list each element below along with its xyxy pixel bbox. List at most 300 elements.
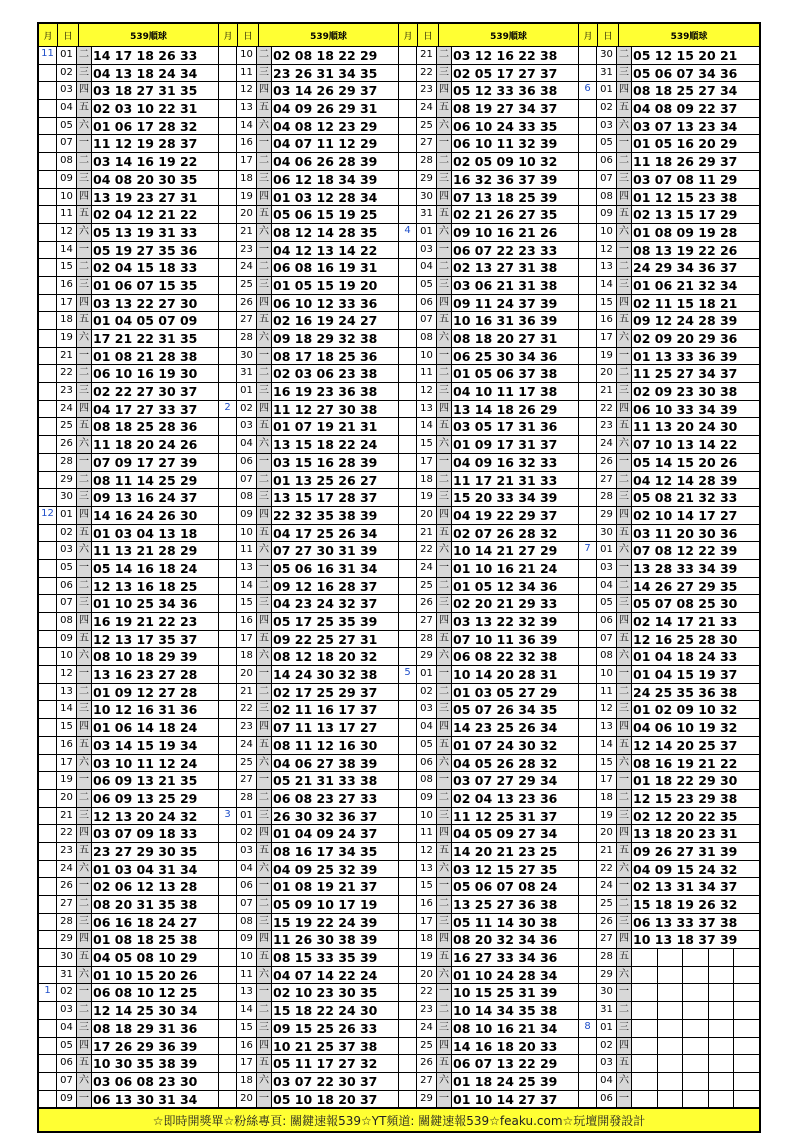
table-row xyxy=(399,737,578,755)
day-cell: 29 xyxy=(57,931,77,948)
table-row xyxy=(39,896,218,914)
table-row xyxy=(219,507,398,525)
numbers-cell: 14 24 30 32 38 xyxy=(273,667,378,683)
weekday-cell: 一 xyxy=(257,348,272,365)
month-cell xyxy=(39,790,57,807)
weekday-cell: 一 xyxy=(617,560,632,577)
month-cell xyxy=(219,542,237,559)
table-row xyxy=(579,1055,759,1073)
day-cell: 18 xyxy=(57,312,77,329)
weekday-cell: 六 xyxy=(437,542,452,559)
day-cell: 03 xyxy=(237,843,257,860)
month-cell xyxy=(399,1055,417,1072)
numbers-cell: 04 08 09 22 37 xyxy=(633,101,738,117)
weekday-cell: 六 xyxy=(77,648,92,665)
month-cell xyxy=(579,330,597,347)
weekday-cell: 五 xyxy=(437,100,452,117)
day-cell: 11 xyxy=(417,365,437,382)
day-cell: 13 xyxy=(57,684,77,701)
weekday-cell: 六 xyxy=(617,755,632,772)
column-1 xyxy=(39,24,219,1108)
table-row xyxy=(579,1073,759,1091)
day-cell: 23 xyxy=(237,242,257,259)
weekday-cell: 六 xyxy=(77,118,92,135)
table-row xyxy=(219,1020,398,1038)
month-cell xyxy=(219,365,237,382)
weekday-cell: 四 xyxy=(437,82,452,99)
month-cell xyxy=(579,949,597,966)
weekday-cell: 六 xyxy=(77,1073,92,1090)
numbers-cell: 10 14 21 27 29 xyxy=(453,543,558,559)
numbers-cell: 01 10 15 20 26 xyxy=(93,967,198,983)
day-cell: 20 xyxy=(57,790,77,807)
month-cell xyxy=(219,348,237,365)
day-cell: 13 xyxy=(237,984,257,1001)
numbers-cell: 01 06 14 18 24 xyxy=(93,720,198,736)
month-cell xyxy=(219,613,237,630)
numbers-cell: 04 05 08 10 29 xyxy=(93,950,198,966)
weekday-cell: 一 xyxy=(617,454,632,471)
numbers-cell: 10 30 35 38 39 xyxy=(93,1056,198,1072)
numbers-cell: 02 05 17 27 37 xyxy=(453,65,558,81)
day-cell: 18 xyxy=(237,171,257,188)
numbers-cell: 06 07 22 23 33 xyxy=(453,242,558,258)
table-row xyxy=(579,701,759,719)
table-row xyxy=(219,206,398,224)
month-cell xyxy=(39,861,57,878)
month-cell xyxy=(579,578,597,595)
weekday-cell: 五 xyxy=(77,418,92,435)
table-row xyxy=(579,489,759,507)
month-cell xyxy=(399,755,417,772)
empty-slot xyxy=(658,984,684,1001)
table-row xyxy=(579,418,759,436)
table-row xyxy=(399,206,578,224)
month-cell xyxy=(219,967,237,984)
day-cell: 02 xyxy=(597,1038,617,1055)
month-cell xyxy=(399,613,417,630)
weekday-cell: 五 xyxy=(617,1055,632,1072)
table-row xyxy=(399,224,578,242)
weekday-cell: 五 xyxy=(437,631,452,648)
weekday-cell: 六 xyxy=(257,224,272,241)
weekday-cell: 六 xyxy=(437,861,452,878)
numbers-cell: 01 03 04 13 18 xyxy=(93,525,198,541)
month-cell xyxy=(39,100,57,117)
month-cell xyxy=(219,525,237,542)
day-cell: 08 xyxy=(417,330,437,347)
day-cell: 21 xyxy=(237,224,257,241)
weekday-cell: 三 xyxy=(77,277,92,294)
numbers-cell: 09 11 24 37 39 xyxy=(453,295,558,311)
day-cell: 03 xyxy=(237,418,257,435)
month-cell xyxy=(579,489,597,506)
numbers-cell: 10 14 34 35 38 xyxy=(453,1003,558,1019)
day-cell: 23 xyxy=(597,418,617,435)
table-row xyxy=(219,348,398,366)
empty-slot xyxy=(658,949,684,966)
month-cell xyxy=(219,914,237,931)
weekday-cell: 三 xyxy=(437,277,452,294)
empty-slot xyxy=(683,984,709,1001)
month-cell xyxy=(399,277,417,294)
numbers-cell: 08 19 27 34 37 xyxy=(453,101,558,117)
table-row xyxy=(39,737,218,755)
numbers-cell: 10 14 20 28 31 xyxy=(453,667,558,683)
day-cell: 21 xyxy=(417,525,437,542)
day-cell: 04 xyxy=(417,719,437,736)
empty-slot xyxy=(683,1055,709,1072)
numbers-cell: 02 20 21 29 33 xyxy=(453,596,558,612)
weekday-cell: 三 xyxy=(77,171,92,188)
month-cell xyxy=(219,825,237,842)
month-cell xyxy=(399,242,417,259)
numbers-cell: 07 08 12 22 39 xyxy=(633,543,738,559)
month-cell xyxy=(39,843,57,860)
weekday-cell: 一 xyxy=(437,772,452,789)
weekday-cell: 三 xyxy=(617,701,632,718)
weekday-cell: 二 xyxy=(617,365,632,382)
month-cell xyxy=(39,931,57,948)
weekday-cell: 一 xyxy=(77,560,92,577)
weekday-cell: 一 xyxy=(617,348,632,365)
day-cell: 28 xyxy=(237,790,257,807)
table-row xyxy=(579,578,759,596)
month-cell xyxy=(579,896,597,913)
weekday-cell: 三 xyxy=(77,489,92,506)
numbers-cell: 01 10 14 27 37 xyxy=(453,1091,558,1107)
weekday-cell: 二 xyxy=(617,578,632,595)
weekday-cell: 四 xyxy=(617,401,632,418)
month-cell xyxy=(579,984,597,1001)
numbers-cell: 03 07 13 23 34 xyxy=(633,118,738,134)
table-row xyxy=(39,1002,218,1020)
day-cell: 31 xyxy=(417,206,437,223)
month-cell xyxy=(219,224,237,241)
weekday-cell: 二 xyxy=(77,896,92,913)
table-row xyxy=(579,896,759,914)
table-row xyxy=(399,560,578,578)
day-cell: 15 xyxy=(597,295,617,312)
title-header: 539順球 xyxy=(130,31,167,42)
table-row xyxy=(399,1073,578,1091)
table-row xyxy=(579,118,759,136)
table-row xyxy=(219,1038,398,1056)
numbers-cell: 03 18 27 31 35 xyxy=(93,83,198,99)
month-cell xyxy=(579,790,597,807)
weekday-cell: 五 xyxy=(617,737,632,754)
day-cell: 03 xyxy=(597,560,617,577)
day-cell: 26 xyxy=(597,914,617,931)
day-cell: 21 xyxy=(597,843,617,860)
day-cell: 15 xyxy=(237,595,257,612)
numbers-cell: 12 13 17 35 37 xyxy=(93,631,198,647)
month-cell xyxy=(219,560,237,577)
numbers-cell: 05 08 21 32 33 xyxy=(633,490,738,506)
day-cell: 25 xyxy=(57,418,77,435)
month-cell xyxy=(399,1020,417,1037)
month-cell xyxy=(579,613,597,630)
month-cell xyxy=(39,560,57,577)
day-cell: 09 xyxy=(237,931,257,948)
column-header xyxy=(399,24,578,47)
month-cell xyxy=(219,507,237,524)
weekday-cell: 五 xyxy=(617,206,632,223)
day-cell: 08 xyxy=(237,489,257,506)
table-row xyxy=(219,613,398,631)
title-header: 539順球 xyxy=(670,31,708,42)
month-cell xyxy=(399,507,417,524)
numbers-cell: 01 05 12 34 36 xyxy=(453,578,558,594)
numbers-cell: 10 13 18 37 39 xyxy=(633,932,738,948)
table-row xyxy=(219,189,398,207)
weekday-cell: 四 xyxy=(257,507,272,524)
weekday-cell: 三 xyxy=(617,171,632,188)
day-cell: 24 xyxy=(597,878,617,895)
numbers-cell: 24 29 34 36 37 xyxy=(633,260,738,276)
table-row xyxy=(399,613,578,631)
table-row xyxy=(399,507,578,525)
month-cell xyxy=(579,648,597,665)
month-cell xyxy=(579,684,597,701)
weekday-cell: 三 xyxy=(617,277,632,294)
table-row xyxy=(399,401,578,419)
numbers-cell: 12 16 25 28 30 xyxy=(633,631,738,647)
month-cell xyxy=(39,578,57,595)
table-row xyxy=(39,507,218,525)
weekday-cell: 五 xyxy=(257,843,272,860)
empty-slot xyxy=(683,1020,709,1037)
table-row xyxy=(219,896,398,914)
table-row xyxy=(39,684,218,702)
weekday-cell: 六 xyxy=(437,330,452,347)
numbers-cell: 13 15 18 22 24 xyxy=(273,437,378,453)
table-row xyxy=(39,365,218,383)
day-cell: 15 xyxy=(57,719,77,736)
day-cell: 22 xyxy=(237,701,257,718)
numbers-cell: 04 12 14 28 39 xyxy=(633,472,738,488)
weekday-cell: 一 xyxy=(77,348,92,365)
empty-slot xyxy=(683,967,709,984)
weekday-cell: 三 xyxy=(437,171,452,188)
weekday-cell: 一 xyxy=(437,666,452,683)
day-cell: 15 xyxy=(417,878,437,895)
month-cell xyxy=(39,595,57,612)
numbers-cell: 04 07 11 12 29 xyxy=(273,136,378,152)
table-row xyxy=(399,171,578,189)
weekday-cell: 一 xyxy=(617,242,632,259)
numbers-cell: 02 09 23 30 38 xyxy=(633,384,738,400)
month-cell xyxy=(579,472,597,489)
day-cell: 25 xyxy=(417,118,437,135)
month-cell xyxy=(579,153,597,170)
table-row xyxy=(219,401,398,419)
day-cell: 25 xyxy=(237,277,257,294)
numbers-cell: 02 16 19 24 27 xyxy=(273,313,378,329)
month-cell xyxy=(219,1055,237,1072)
weekday-cell: 三 xyxy=(257,914,272,931)
column-3 xyxy=(399,24,579,1108)
day-cell: 01 xyxy=(597,1020,617,1037)
numbers-cell: 07 27 30 31 39 xyxy=(273,543,378,559)
numbers-cell: 11 12 27 30 38 xyxy=(273,401,378,417)
table-row xyxy=(39,224,218,242)
month-cell: 7 xyxy=(579,542,597,559)
day-cell: 09 xyxy=(237,507,257,524)
table-row xyxy=(39,542,218,560)
month-cell xyxy=(219,631,237,648)
day-cell: 25 xyxy=(597,896,617,913)
day-cell: 24 xyxy=(237,737,257,754)
numbers-cell: 03 12 16 22 38 xyxy=(453,48,558,63)
day-cell: 06 xyxy=(57,578,77,595)
day-cell: 24 xyxy=(57,401,77,418)
day-cell: 31 xyxy=(597,65,617,82)
table-row xyxy=(219,277,398,295)
day-cell: 16 xyxy=(237,135,257,152)
weekday-cell: 五 xyxy=(617,843,632,860)
table-row xyxy=(219,861,398,879)
day-cell: 12 xyxy=(597,242,617,259)
table-row xyxy=(399,861,578,879)
weekday-cell: 六 xyxy=(257,861,272,878)
numbers-cell: 06 08 16 19 31 xyxy=(273,260,378,276)
table-row xyxy=(39,330,218,348)
month-cell xyxy=(579,701,597,718)
table-row xyxy=(579,684,759,702)
day-cell: 18 xyxy=(597,790,617,807)
numbers-cell: 05 06 16 31 34 xyxy=(273,560,378,576)
weekday-cell: 四 xyxy=(77,1038,92,1055)
month-cell xyxy=(219,648,237,665)
weekday-cell: 六 xyxy=(257,648,272,665)
month-cell xyxy=(219,312,237,329)
table-row xyxy=(399,277,578,295)
weekday-cell: 二 xyxy=(617,259,632,276)
day-cell: 22 xyxy=(417,65,437,82)
weekday-cell: 六 xyxy=(77,436,92,453)
table-row xyxy=(579,47,759,65)
weekday-cell: 六 xyxy=(617,967,632,984)
weekday-cell: 四 xyxy=(257,401,272,418)
weekday-cell: 一 xyxy=(257,878,272,895)
table-row xyxy=(39,666,218,684)
numbers-cell: 03 13 22 32 39 xyxy=(453,614,558,629)
weekday-cell: 五 xyxy=(257,525,272,542)
table-row xyxy=(39,312,218,330)
empty-slot xyxy=(632,1020,658,1037)
numbers-cell: 13 25 27 36 38 xyxy=(453,897,558,912)
weekday-cell: 六 xyxy=(437,648,452,665)
numbers-cell: 08 20 32 34 36 xyxy=(453,932,558,948)
numbers-cell: 01 05 06 37 38 xyxy=(453,366,558,382)
weekday-cell: 三 xyxy=(257,383,272,400)
weekday-cell: 五 xyxy=(77,312,92,329)
month-cell xyxy=(579,206,597,223)
table-row xyxy=(399,135,578,153)
numbers-cell: 06 09 13 21 35 xyxy=(93,773,198,789)
table-row xyxy=(579,861,759,879)
numbers-cell: 08 18 25 28 36 xyxy=(93,419,198,435)
table-row xyxy=(39,931,218,949)
numbers-cell: 03 07 08 11 29 xyxy=(633,171,738,187)
weekday-cell: 二 xyxy=(77,153,92,170)
day-cell: 05 xyxy=(57,1038,77,1055)
table-row xyxy=(39,790,218,808)
month-cell xyxy=(579,418,597,435)
table-row xyxy=(399,914,578,932)
weekday-cell: 五 xyxy=(437,418,452,435)
day-cell: 23 xyxy=(237,719,257,736)
weekday-cell: 二 xyxy=(77,47,92,64)
table-row xyxy=(579,648,759,666)
month-cell xyxy=(219,737,237,754)
weekday-cell: 一 xyxy=(257,1091,272,1108)
day-cell: 06 xyxy=(417,755,437,772)
month-cell xyxy=(399,843,417,860)
table-row xyxy=(579,1020,759,1038)
table-row xyxy=(39,878,218,896)
weekday-cell: 一 xyxy=(77,984,92,1001)
weekday-cell: 六 xyxy=(257,436,272,453)
day-cell: 07 xyxy=(237,472,257,489)
month-cell xyxy=(579,312,597,329)
day-cell: 08 xyxy=(417,772,437,789)
table-row xyxy=(39,949,218,967)
weekday-cell: 一 xyxy=(257,560,272,577)
table-row xyxy=(219,967,398,985)
day-cell: 04 xyxy=(597,578,617,595)
month-cell xyxy=(219,135,237,152)
numbers-cell: 06 09 13 25 29 xyxy=(93,790,198,806)
numbers-cell: 01 02 09 10 32 xyxy=(633,702,738,718)
day-cell: 28 xyxy=(417,631,437,648)
numbers-cell: 09 22 25 27 31 xyxy=(273,631,378,647)
empty-slot xyxy=(658,1055,684,1072)
numbers-cell: 01 08 19 21 37 xyxy=(273,879,378,895)
weekday-cell: 三 xyxy=(437,1020,452,1037)
month-cell: 8 xyxy=(579,1020,597,1037)
day-cell: 02 xyxy=(57,65,77,82)
empty-slot xyxy=(709,967,735,984)
weekday-cell: 五 xyxy=(257,100,272,117)
table-row xyxy=(399,65,578,83)
numbers-cell: 14 26 27 29 35 xyxy=(633,578,738,594)
month-cell xyxy=(399,65,417,82)
day-cell: 05 xyxy=(57,118,77,135)
empty-slot xyxy=(734,967,759,984)
day-cell: 15 xyxy=(417,436,437,453)
month-cell: 4 xyxy=(399,224,417,241)
weekday-cell: 四 xyxy=(617,1038,632,1055)
numbers-cell: 16 19 23 36 38 xyxy=(273,384,378,400)
empty-slot xyxy=(683,1091,709,1108)
table-row xyxy=(219,808,398,826)
day-cell: 28 xyxy=(597,949,617,966)
numbers-cell: 04 23 24 32 37 xyxy=(273,596,378,612)
month-cell xyxy=(39,701,57,718)
day-cell: 19 xyxy=(597,808,617,825)
month-cell xyxy=(579,967,597,984)
numbers-cell: 03 07 27 29 34 xyxy=(453,773,558,789)
month-cell xyxy=(39,472,57,489)
table-row xyxy=(399,648,578,666)
numbers-cell: 14 20 21 23 25 xyxy=(453,843,558,859)
month-cell xyxy=(399,312,417,329)
day-cell: 06 xyxy=(237,878,257,895)
weekday-cell: 一 xyxy=(257,984,272,1001)
numbers-cell: 01 04 15 19 37 xyxy=(633,667,738,683)
